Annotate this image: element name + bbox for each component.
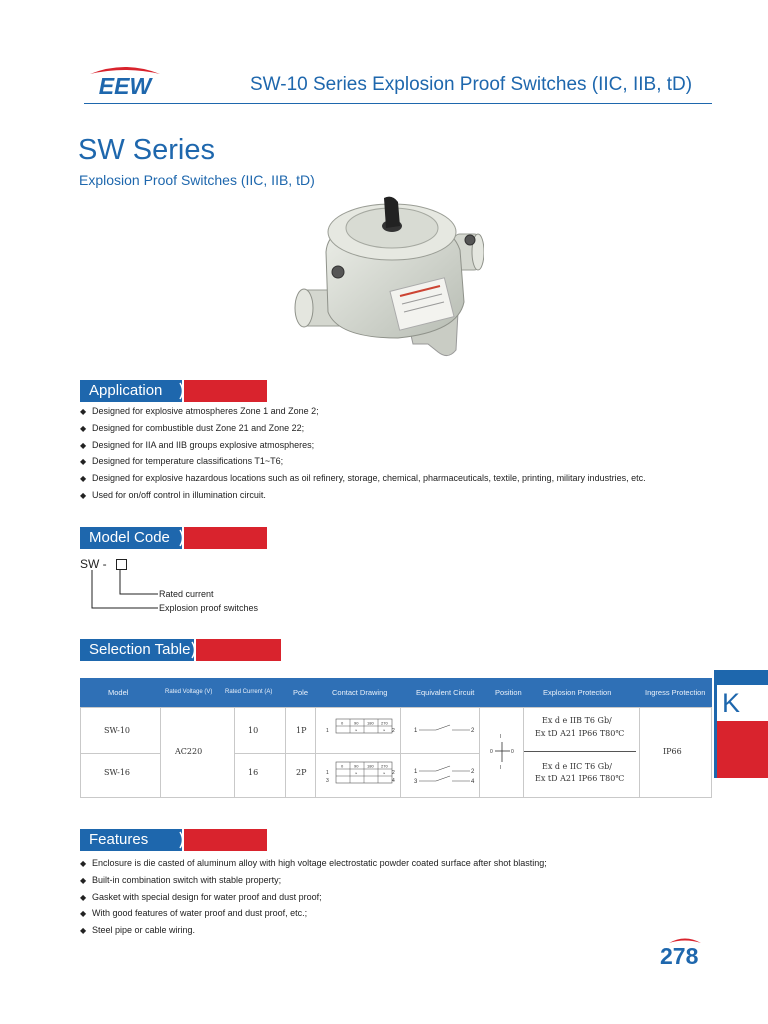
svg-text:4: 4 — [471, 779, 475, 785]
svg-text:2: 2 — [392, 770, 395, 776]
model-code: SW - — [80, 557, 107, 571]
svg-text:90: 90 — [354, 763, 359, 769]
svg-text:1: 1 — [414, 769, 418, 775]
section-k-tab — [714, 670, 768, 778]
logo-text: EEW — [98, 73, 152, 98]
table-cell-current: 16 — [248, 768, 259, 777]
table-header-cell: Contact Drawing — [332, 688, 388, 697]
table-cell-model: SW-10 — [104, 726, 131, 735]
table-cell-current: 10 — [248, 726, 259, 735]
svg-text:2: 2 — [471, 728, 475, 734]
list-item: ◆ Designed for combustible dust Zone 21 and Zone 22; — [80, 422, 305, 433]
table-cell-voltage: AC220 — [175, 747, 203, 756]
series-subtitle: Explosion Proof Switches (IIC, IIB, tD) — [79, 172, 315, 188]
diamond-bullet-icon: ◆ — [80, 407, 87, 416]
svg-text:0: 0 — [341, 763, 344, 769]
model-code-connector-lines — [88, 570, 158, 612]
svg-text:0: 0 — [341, 720, 344, 726]
table-header-cell: Ingress Protection — [645, 688, 706, 697]
svg-text:180: 180 — [367, 763, 374, 769]
model-code-heading: Model Code — [80, 527, 182, 549]
svg-text:270: 270 — [381, 763, 388, 769]
svg-text:90: 90 — [354, 720, 359, 726]
selection-table — [80, 678, 712, 798]
table-cell-ingress: IP66 — [663, 747, 682, 756]
page-number: 278 — [660, 943, 699, 969]
svg-text:×: × — [355, 770, 358, 776]
diamond-bullet-icon: ◆ — [80, 490, 87, 500]
table-cell-pole: 2P — [296, 768, 307, 777]
svg-text:1: 1 — [326, 770, 329, 776]
list-item: ◆ Steel pipe or cable wiring. — [80, 925, 196, 936]
table-cell-model: SW-16 — [104, 768, 131, 777]
list-item: ◆ Designed for explosive hazardous locations such as oil refinery, storage, chemical, pharmaceuticals, textile, printing, military industries, etc. — [80, 473, 646, 484]
diamond-bullet-icon: ◆ — [80, 457, 87, 467]
product-image — [288, 192, 484, 364]
table-header-cell: Model — [108, 688, 129, 697]
svg-text:2: 2 — [471, 769, 475, 775]
svg-text:180: 180 — [367, 720, 374, 726]
table-header-cell: Rated Voltage (V) — [165, 689, 213, 695]
application-section-bar — [80, 380, 267, 402]
table-cell-pole: 1P — [296, 726, 307, 735]
model-code-label-switch: Explosion proof switches — [159, 603, 259, 613]
table-cell-protection: Ex d e IIB T6 Gb/ — [542, 716, 612, 725]
svg-text:1: 1 — [414, 728, 418, 734]
diamond-bullet-icon: ◆ — [80, 423, 87, 433]
table-header-cell: Position — [495, 688, 522, 697]
svg-text:0: 0 — [511, 749, 514, 755]
diamond-bullet-icon: ◆ — [80, 926, 87, 936]
list-item: ◆ Designed for IIA and IIB groups explosive atmospheres; — [80, 439, 315, 450]
diamond-bullet-icon: ◆ — [80, 859, 87, 868]
series-title: SW Series — [78, 134, 215, 166]
list-item: ◆ Built-in combination switch with stable property; — [80, 874, 282, 885]
svg-text:×: × — [355, 727, 358, 733]
model-code-placeholder-box — [116, 559, 127, 570]
position-diagram — [484, 730, 520, 772]
svg-text:I: I — [500, 765, 502, 771]
svg-text:4: 4 — [392, 778, 395, 784]
table-cell-protection: Ex d e IIC T6 Gb/ — [542, 762, 612, 771]
svg-text:×: × — [383, 770, 386, 776]
diamond-bullet-icon: ◆ — [80, 875, 87, 885]
model-code-label-current: Rated current — [159, 589, 214, 599]
svg-text:270: 270 — [381, 720, 388, 726]
list-item: ◆ With good features of water proof and dust proof, etc.; — [80, 908, 308, 919]
selection-table-section-bar — [80, 639, 281, 661]
svg-text:3: 3 — [414, 779, 418, 785]
list-item: ◆ Designed for temperature classifications T1~T6; — [80, 456, 284, 467]
list-item: ◆ Used for on/off control in illumination circuit. — [80, 489, 266, 500]
svg-text:×: × — [383, 727, 386, 733]
eew-logo — [84, 62, 166, 98]
diamond-bullet-icon: ◆ — [80, 440, 87, 450]
features-section-bar — [80, 829, 267, 851]
section-k-label: K — [722, 688, 741, 718]
table-header-cell: Pole — [293, 688, 309, 697]
header-divider — [84, 103, 712, 104]
svg-text:3: 3 — [326, 778, 329, 784]
model-code-section-bar — [80, 527, 267, 549]
contact-drawing-2p — [322, 761, 398, 787]
equivalent-circuit-1p — [410, 722, 476, 736]
list-item: ◆ Gasket with special design for water proof and dust proof; — [80, 891, 322, 902]
svg-text:1: 1 — [326, 728, 329, 734]
application-list — [80, 406, 646, 507]
diamond-bullet-icon: ◆ — [80, 474, 87, 484]
equivalent-circuit-2p — [410, 764, 476, 786]
table-header-cell: Explosion Protection — [543, 688, 612, 697]
selection-table-heading: Selection Table — [80, 639, 194, 661]
table-header-row — [80, 678, 712, 707]
header-title: SW-10 Series Explosion Proof Switches (IIC, IIB, tD) — [250, 74, 693, 95]
features-list — [80, 858, 547, 942]
svg-text:0: 0 — [490, 749, 493, 755]
list-item: ◆ Enclosure is die casted of aluminum alloy with high voltage electrostatic powder coated surface after shot blasting; — [80, 858, 547, 868]
table-cell-protection: Ex tD A21 IP66 T80℃ — [535, 729, 625, 738]
application-heading: Application — [80, 380, 182, 402]
contact-drawing-1p — [322, 717, 398, 739]
svg-text:I: I — [500, 734, 502, 740]
table-header-cell: Equivalent Circuit — [416, 688, 475, 697]
diamond-bullet-icon: ◆ — [80, 892, 87, 902]
table-cell-protection: Ex tD A21 IP66 T80℃ — [535, 774, 625, 783]
diamond-bullet-icon: ◆ — [80, 909, 87, 919]
table-header-cell: Rated Current (A) — [225, 689, 273, 695]
list-item: ◆ Designed for explosive atmospheres Zone 1 and Zone 2; — [80, 406, 319, 416]
features-heading: Features — [80, 829, 182, 851]
svg-text:2: 2 — [392, 728, 395, 734]
